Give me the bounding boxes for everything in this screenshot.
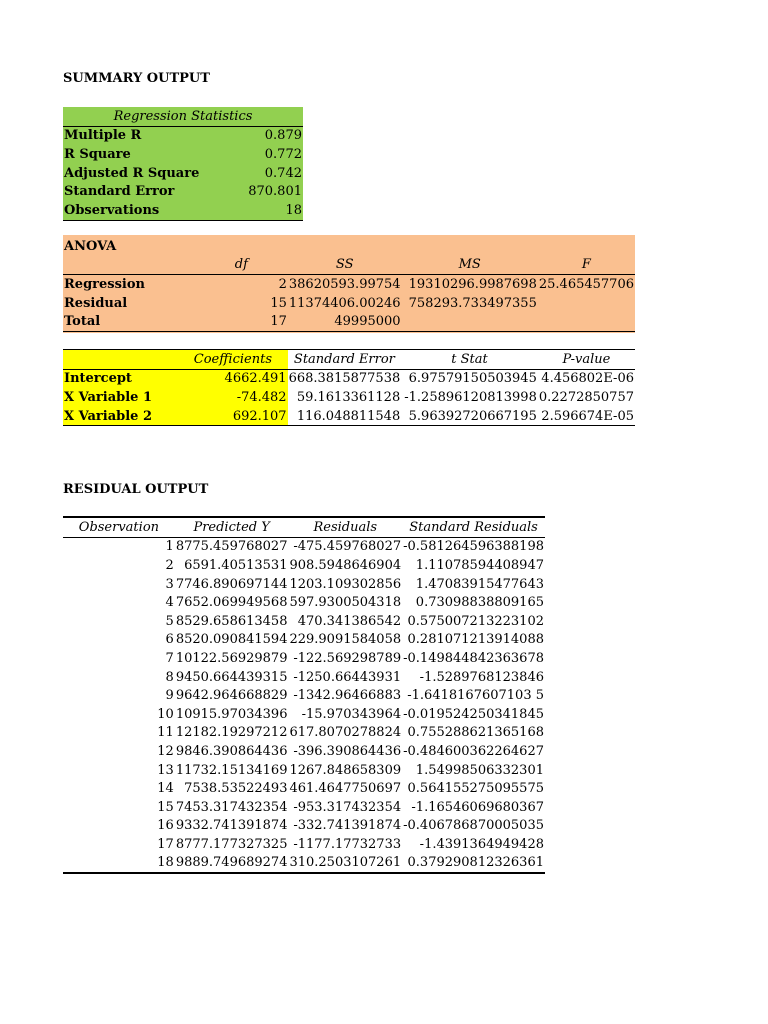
res-header-standard-residuals: Standard Residuals: [402, 517, 545, 537]
res-residual: -953.317432354: [293, 799, 402, 815]
res-predicted-y: 10122.56929879: [175, 650, 288, 666]
res-residual: -396.390864436: [293, 743, 402, 759]
table-row: [63, 668, 545, 687]
res-residual: -1250.66443931: [293, 669, 402, 685]
table-row: [63, 705, 545, 724]
res-observation: 2: [165, 557, 174, 573]
table-row: [63, 686, 545, 705]
res-observation: 3: [165, 576, 174, 592]
stats-row: [63, 164, 303, 183]
res-residual: 908.5948646904: [289, 557, 402, 573]
res-standard-residual: 0.379290812326361: [402, 854, 545, 874]
stats-label: Observations: [63, 201, 234, 220]
table-row: [63, 593, 545, 612]
summary-output-title: SUMMARY OUTPUT: [63, 71, 210, 86]
coefficients-table: [63, 349, 635, 426]
stats-value: 18: [234, 201, 303, 220]
table-row: [63, 761, 545, 780]
coef-p-value: 0.2272850757: [538, 389, 634, 405]
coef-row-label: Intercept: [63, 369, 178, 388]
anova-ms: 19310296.9987698: [408, 276, 537, 292]
coef-row: [63, 388, 635, 407]
res-residual: 461.4647750697: [289, 781, 402, 797]
res-predicted-y: 9889.749689274: [175, 854, 289, 874]
res-residual: -1342.96466883: [293, 688, 402, 704]
stats-row: [63, 126, 303, 145]
res-observation: 14: [157, 781, 174, 797]
anova-f: [538, 294, 635, 313]
regression-statistics-header: Regression Statistics: [63, 107, 303, 126]
coef-row: [63, 369, 635, 388]
anova-df: 2: [278, 276, 287, 292]
anova-row: [63, 312, 635, 331]
res-header-observation: Observation: [63, 517, 175, 537]
stats-label: R Square: [64, 146, 131, 162]
res-observation: 13: [157, 762, 174, 778]
res-standard-residual: -1.6418167607103 5: [407, 688, 544, 704]
res-standard-residual: -1.5289768123846: [419, 669, 544, 685]
res-standard-residual: -0.581264596388198: [403, 539, 544, 555]
stats-value: 0.879: [264, 128, 302, 144]
res-predicted-y: 7652.069949568: [175, 595, 288, 611]
coef-p-value: 4.456802E-06: [541, 371, 634, 387]
res-residual: 597.9300504318: [289, 595, 402, 611]
table-row: [63, 817, 545, 836]
res-standard-residual: 1.11078594408947: [415, 557, 544, 573]
res-residual: 1267.848658309: [289, 762, 402, 778]
regression-statistics-table: [63, 107, 303, 221]
anova-header-df: df: [179, 256, 288, 275]
stats-label: Adjusted R Square: [64, 165, 200, 181]
table-row: [63, 724, 545, 743]
res-residual: 470.341386542: [297, 613, 402, 629]
res-observation: 11: [157, 725, 174, 741]
res-observation: 16: [157, 818, 174, 834]
res-predicted-y: 7538.53522493: [184, 781, 288, 797]
res-header-predicted-y: Predicted Y: [175, 517, 289, 537]
table-row: [63, 779, 545, 798]
coef-value: 4662.491: [178, 369, 287, 388]
res-standard-residual: 0.73098838809165: [415, 595, 544, 611]
table-row: [63, 631, 545, 650]
res-observation: 18: [63, 854, 175, 874]
anova-row-label: Residual: [64, 295, 128, 311]
coef-header-coefficients: Coefficients: [178, 350, 287, 370]
anova-row: [63, 275, 635, 294]
res-predicted-y: 9642.964668829: [175, 688, 288, 704]
coef-row-label: X Variable 2: [63, 407, 178, 426]
res-observation: 1: [165, 539, 174, 555]
table-row: [63, 742, 545, 761]
stats-value: 870.801: [248, 184, 302, 200]
anova-ss: 38620593.99754: [288, 276, 401, 292]
anova-ms: [402, 312, 538, 331]
res-residual: 229.9091584058: [289, 632, 402, 648]
coef-standard-error: 116.048811548: [288, 407, 402, 426]
res-header-residuals: Residuals: [288, 517, 402, 537]
res-observation: 9: [165, 688, 174, 704]
coef-t-stat: 5.96392720667195: [401, 407, 538, 426]
table-row: [63, 556, 545, 575]
coef-standard-error: 59.1613361128: [296, 389, 401, 405]
stats-label: Multiple R: [64, 128, 142, 144]
stats-row: [63, 145, 303, 164]
table-row: [63, 575, 545, 594]
anova-header-ms: MS: [402, 256, 538, 275]
res-predicted-y: 8529.658613458: [175, 613, 288, 629]
stats-label: Standard Error: [64, 184, 175, 200]
anova-row-label: Total: [63, 312, 179, 331]
anova-ss: 11374406.00246: [288, 295, 401, 311]
res-standard-residual: 0.281071213914088: [407, 632, 544, 648]
table-row: [63, 798, 545, 817]
anova-header-f: F: [538, 256, 635, 275]
res-standard-residual: -0.149844842363678: [403, 650, 544, 666]
res-residual: -332.741391874: [293, 818, 402, 834]
residual-output-title: RESIDUAL OUTPUT: [63, 482, 209, 497]
res-predicted-y: 8777.177327325: [175, 836, 288, 852]
anova-table: [63, 237, 635, 332]
res-observation: 4: [165, 595, 174, 611]
coef-t-stat: -1.25896120813998: [404, 389, 537, 405]
res-standard-residual: 1.54998506332301: [415, 762, 544, 778]
anova-ss: 49995000: [288, 312, 402, 331]
res-predicted-y: 10915.97034396: [175, 706, 288, 722]
coef-t-stat: 6.97579150503945: [408, 371, 537, 387]
stats-value: 0.742: [264, 165, 302, 181]
res-standard-residual: 0.564155275095575: [407, 781, 544, 797]
res-standard-residual: 0.755288621365168: [407, 725, 544, 741]
coef-standard-error: 668.3815877538: [288, 371, 401, 387]
res-predicted-y: 9332.741391874: [175, 818, 288, 834]
stats-row: [63, 201, 303, 220]
res-observation: 12: [157, 743, 174, 759]
residual-output-table: [63, 516, 545, 874]
res-predicted-y: 7746.890697144: [175, 576, 288, 592]
coef-p-value: 2.596674E-05: [538, 407, 635, 426]
res-observation: 5: [165, 613, 174, 629]
coef-value: -74.482: [178, 388, 287, 407]
res-standard-residual: -0.019524250341845: [403, 706, 544, 722]
res-standard-residual: -1.16546069680367: [411, 799, 544, 815]
res-standard-residual: -0.406786870005035: [403, 818, 544, 834]
res-standard-residual: 1.47083915477643: [415, 576, 544, 592]
stats-value: 0.772: [264, 146, 302, 162]
stats-row: [63, 182, 303, 201]
res-standard-residual: 0.575007213223102: [407, 613, 544, 629]
anova-row: [63, 294, 635, 313]
res-residual: -122.569298789: [293, 650, 402, 666]
res-observation: 7: [165, 650, 174, 666]
res-predicted-y: 7453.317432354: [175, 799, 288, 815]
table-row: [63, 854, 545, 874]
coef-row: [63, 407, 635, 426]
res-predicted-y: 8520.090841594: [175, 632, 288, 648]
anova-df: 17: [179, 312, 288, 331]
res-residual: 1203.109302856: [289, 576, 402, 592]
res-predicted-y: 6591.40513531: [184, 557, 288, 573]
res-observation: 17: [157, 836, 174, 852]
res-observation: 8: [165, 669, 174, 685]
res-residual: -475.459768027: [293, 539, 402, 555]
anova-row-label: Regression: [64, 276, 145, 292]
res-predicted-y: 8775.459768027: [175, 539, 288, 555]
res-predicted-y: 11732.15134169: [175, 762, 288, 778]
res-predicted-y: 9450.664439315: [175, 669, 288, 685]
res-observation: 6: [165, 632, 174, 648]
res-residual: 310.2503107261: [288, 854, 402, 874]
coef-header-standard-error: Standard Error: [288, 350, 402, 370]
res-predicted-y: 9846.390864436: [175, 743, 288, 759]
res-standard-residual: -0.484600362264627: [403, 743, 544, 759]
anova-df: 15: [270, 295, 287, 311]
table-row: [63, 612, 545, 631]
res-predicted-y: 12182.19297212: [175, 725, 288, 741]
coef-header-t-stat: t Stat: [401, 350, 538, 370]
anova-header-ss: SS: [288, 256, 402, 275]
res-residual: -15.970343964: [301, 706, 402, 722]
res-standard-residual: -1.4391364949428: [419, 836, 544, 852]
coef-row-label: X Variable 1: [63, 388, 178, 407]
table-row: [63, 537, 545, 556]
anova-ms: 758293.733497355: [408, 295, 537, 311]
res-observation: 15: [157, 799, 174, 815]
anova-f: [538, 312, 635, 331]
res-residual: 617.8070278824: [289, 725, 402, 741]
res-observation: 10: [157, 706, 174, 722]
coef-header-p-value: P-value: [538, 350, 635, 370]
table-row: [63, 649, 545, 668]
anova-f: 25.465457706: [538, 276, 634, 292]
res-residual: -1177.17732733: [293, 836, 402, 852]
coef-value: 692.107: [178, 407, 287, 426]
anova-title: ANOVA: [64, 238, 117, 254]
table-row: [63, 835, 545, 854]
